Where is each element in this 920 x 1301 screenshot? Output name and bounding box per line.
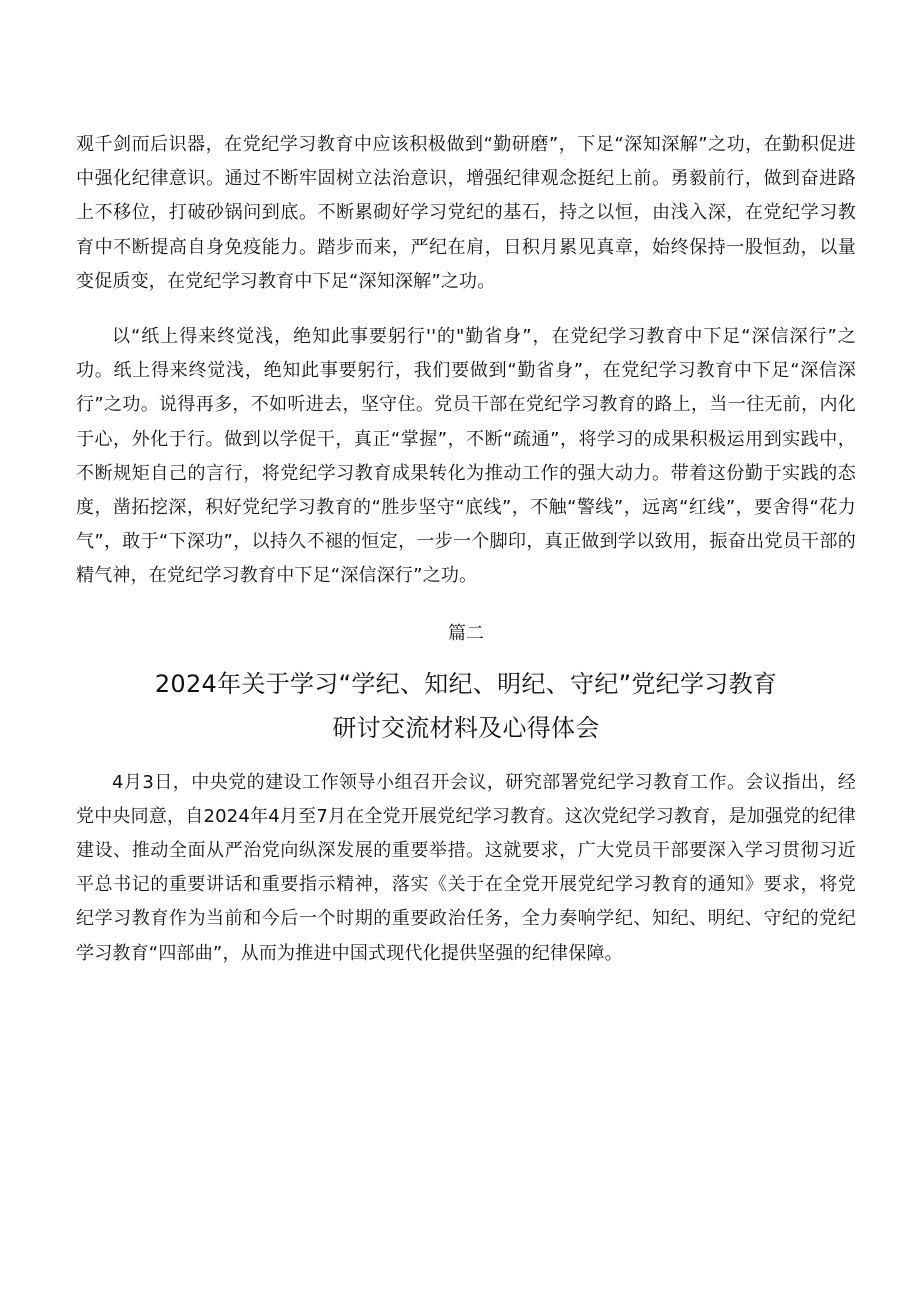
paragraph-intro: 4月3日，中央党的建设工作领导小组召开会议，研究部署党纪学习教育工作。会议指出，经党中央同意，自2024年4月至7月在全党开展党纪学习教育。这次党纪学习教育，是加强党的纪律建设、推动全面从严治党向纵深发展的重要举措。这就要求，广大党员干部要深入学习贯彻习近平总书记的重要讲话和重要指示精神，落实《关于在全党开展党纪学习教育的通知》要求，将党纪学习教育作为当前和今后一个时期的重要政治任务，全力奏响学纪、知纪、明纪、守纪的党纪学习教育“四部曲”，从而为推进中国式现代化提供坚强的纪律保障。 (76, 771, 856, 964)
paragraph-continuation: 观千剑而后识器，在党纪学习教育中应该积极做到“勤研磨”，下足“深知深解”之功，在勤积促进中强化纪律意识。通过不断牢固树立法治意识，增强纪律观念挺纪上前。勇毅前行，做到奋进路上不移位，打破砂锅问到底。不断累砌好学习党纪的基石，持之以恒，由浅入深，在党纪学习教育中不断提高自身免疫能力。踏步而来，严纪在肩，日积月累见真章，始终保持一股恒劲，以量变促质变，在党纪学习教育中下足“深知深解”之功。 (76, 134, 856, 292)
document-title-line-1: 2024年关于学习“学纪、知纪、明纪、守纪”党纪学习教育 (154, 669, 778, 698)
paragraph-shen-xin-shen-xing: 以“纸上得来终觉浅，绝知此事要躬行''的"勤省身”，在党纪学习教育中下足“深信深行”之功。纸上得来终觉浅，绝知此事要躬行，我们要做到“勤省身”，在党纪学习教育中下足“深信深行”之功。说得再多，不如听进去，坚守住。党员干部在党纪学习教育的路上，当一往无前，内化于心，外化于行。做到以学促干，真正“掌握”，不断“疏通”，将学习的成果积极运用到实践中，不断规矩自己的言行，将党纪学习教育成果转化为推动工作的强大动力。带着这份勤于实践的态度，凿拓挖深，积好党纪学习教育的“胜步坚守“底线”，不触“警线”，远离“红线”，要舍得“花力气”，敢于“下深功”，以持久不褪的恒定，一步一个脚印，真正做到学以致用，振奋出党员干部的精气神，在党纪学习教育中下足“深信深行”之功。 (76, 326, 856, 587)
section-label: 篇二 (448, 622, 484, 644)
document-body (76, 128, 856, 971)
document-title (76, 662, 856, 750)
document-title-line-2: 研讨交流材料及心得体会 (332, 713, 600, 742)
